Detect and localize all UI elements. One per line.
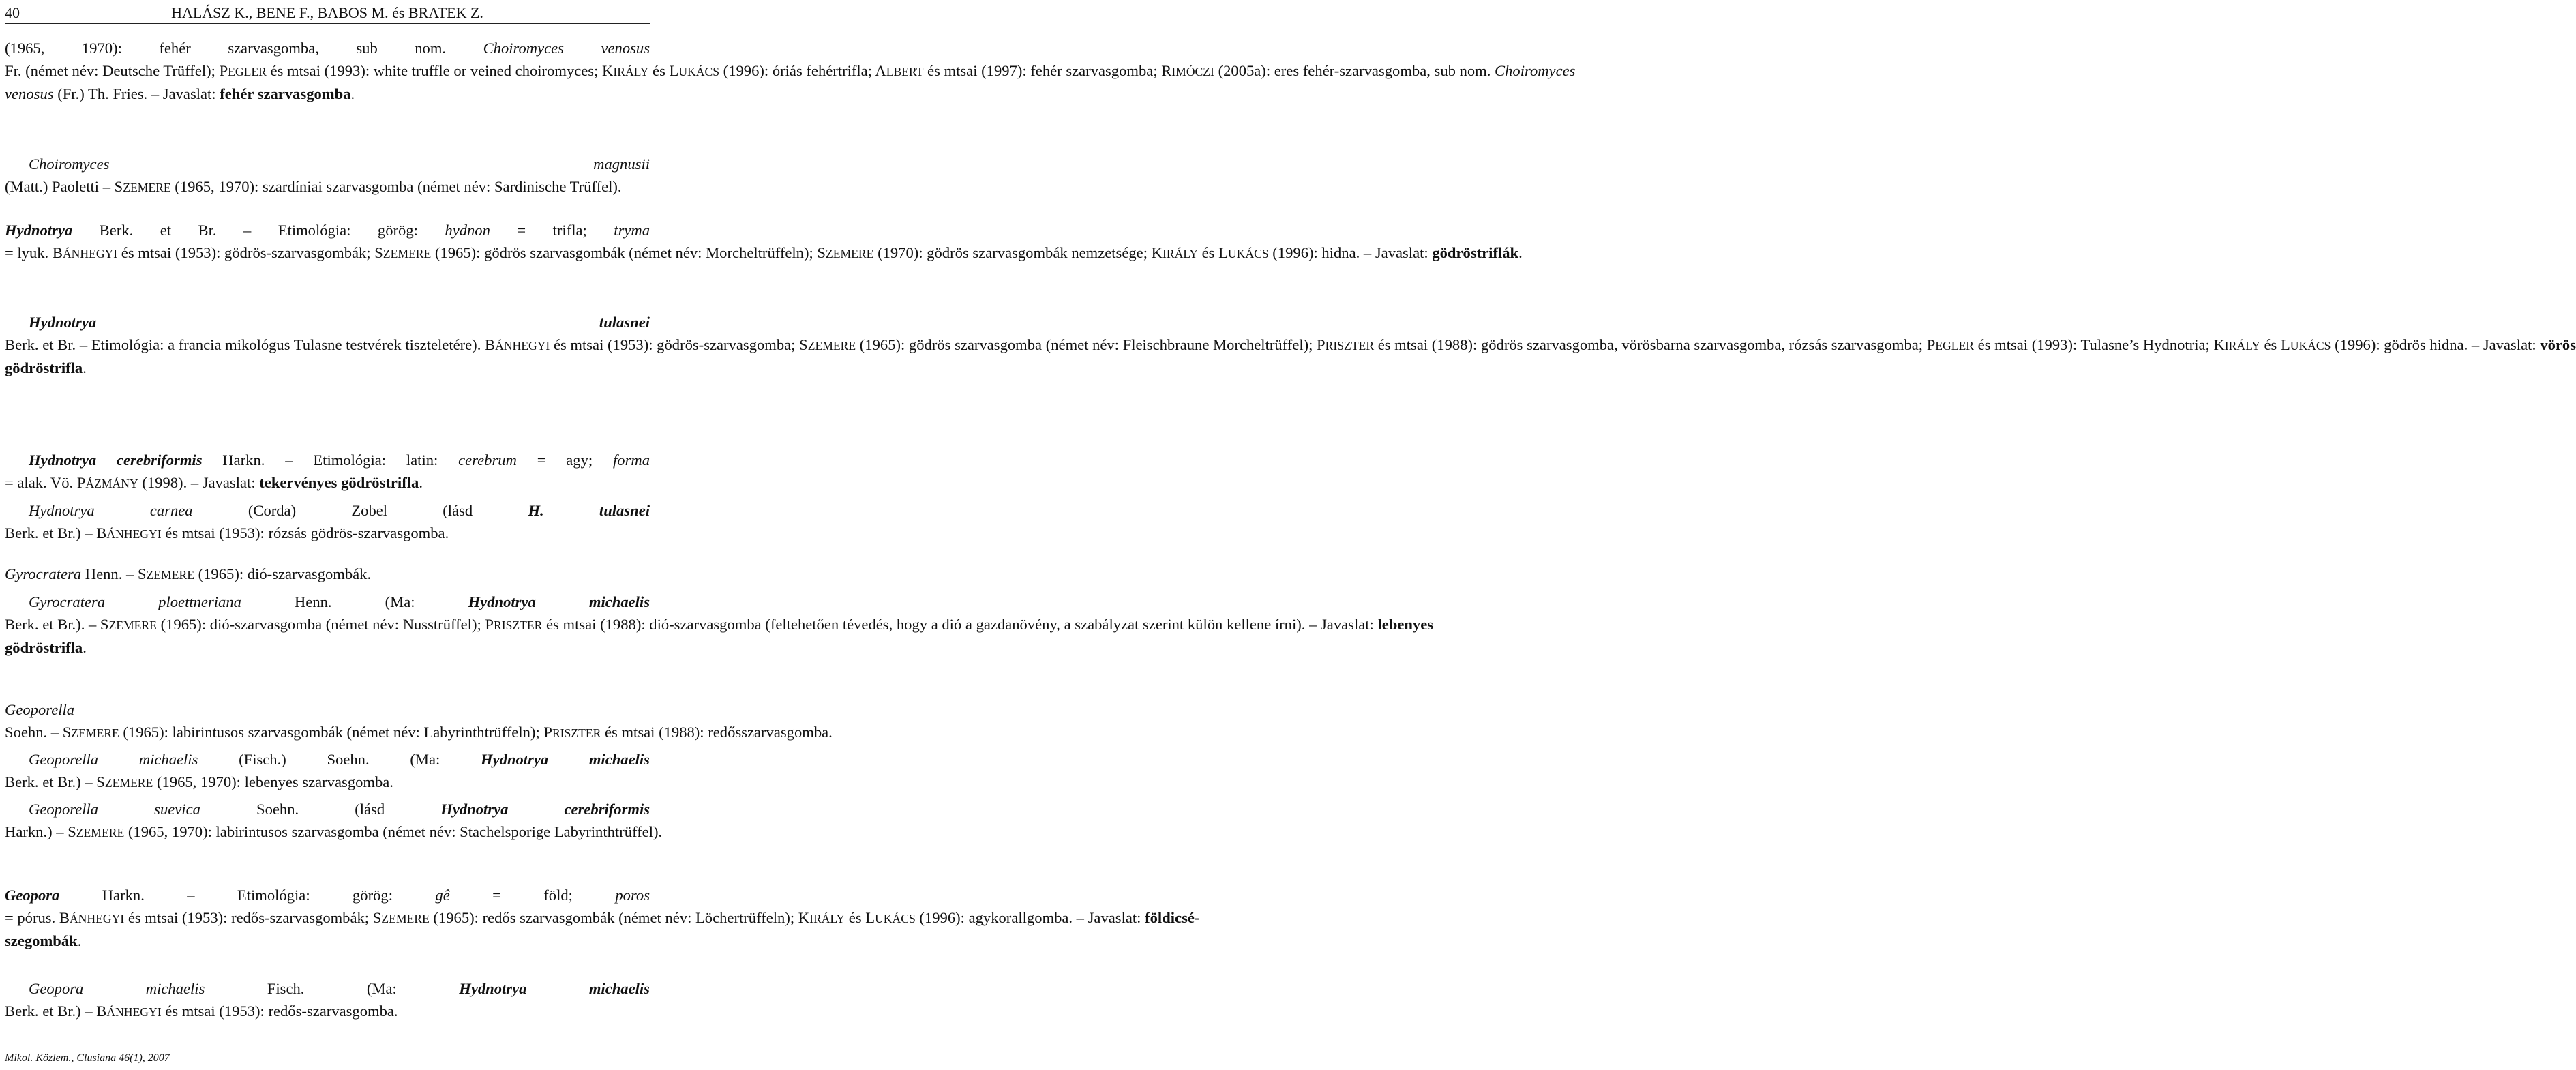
entry-hydnotrya-tulasnei: Hydnotrya tulasnei Berk. et Br. – Etimológia: a francia mikológus Tulasne testvérek tiszteletére). BÁNHEGYI és mtsai (1953): gödrös-szarvasgomba; SZEMERE (1965): gödrös szarvasgomba (német név: Fleischbraune Morcheltrüffel); PRISZTER és mtsai (1988): gödrös szarvasgomba, vörösbarna szarvasgomba, rózsás szarvasgomba; PEGLER és mtsai (1993): Tulasne’s Hydnotria; KIRÁLY és LUKÁCS (1996): gödrös hidna. – Javaslat: vörös gödröstrifla.	[5, 314, 2576, 376]
page-footer: Mikol. Közlem., Clusiana 46(1), 2007	[5, 1052, 170, 1064]
running-title: HALÁSZ K., BENE F., BABOS M. és BRATEK Z.	[171, 4, 483, 21]
entry-choiromyces-venosus: (1965, 1970): fehér szarvasgomba, sub nom. Choiromyces venosus Fr. (német név: Deutsche Trüffel); PEGLER és mtsai (1993): white truffle or veined choiromyces; KIRÁLY és LUKÁCS (1996): óriás fehértrifla; ALBERT és mtsai (1997): fehér szarvasgomba; RIMÓCZI (2005a): eres fehér-szarvasgomba, sub nom. Choiromyces venosus (Fr.) Th. Fries. – Javaslat: fehér szarvasgomba.	[5, 40, 1576, 102]
entry-geoporella-michaelis: Geoporella michaelis (Fisch.) Soehn. (Ma: Hydnotrya michaelis Berk. et Br.) – SZEMERE (1965, 1970): lebenyes szarvasgomba.	[5, 751, 650, 790]
entry-hydnotrya-carnea: Hydnotrya carnea (Corda) Zobel (lásd H. tulasnei Berk. et Br.) – BÁNHEGYI és mtsai (1953): rózsás gödrös-szarvasgomba.	[5, 502, 650, 541]
entry-geopora-genus: Geopora Harkn. – Etimológia: görög: gê = föld; poros = pórus. BÁNHEGYI és mtsai (1953): redős-szarvasgombák; SZEMERE (1965): redős szarvasgombák (német név: Löchertrüffeln); KIRÁLY és LUKÁCS (1996): agykorallgomba. – Javaslat: földicsészegombák.	[5, 887, 1200, 949]
entry-choiromyces-magnusii: Choiromyces magnusii (Matt.) Paoletti – SZEMERE (1965, 1970): szardíniai szarvasgomba (német név: Sardinische Trüffel).	[5, 155, 650, 195]
entry-geopora-michaelis: Geopora michaelis Fisch. (Ma: Hydnotrya michaelis Berk. et Br.) – BÁNHEGYI és mtsai (1953): redős-szarvasgomba.	[5, 980, 650, 1020]
entry-geoporella-suevica: Geoporella suevica Soehn. (lásd Hydnotrya cerebriformis Harkn.) – SZEMERE (1965, 1970): labirintusos szarvasgomba (német név: Stachelsporige Labyrinthtrüffel).	[5, 801, 663, 840]
entry-geoporella-genus: Geoporella Soehn. – SZEMERE (1965): labirintusos szarvasgombák (német név: Labyrinthtrüffeln); PRISZTER és mtsai (1988): redősszarvasgomba.	[5, 701, 833, 741]
entry-hydnotrya-genus: Hydnotrya Berk. et Br. – Etimológia: görög: hydnon = trifla; tryma = lyuk. BÁNHEGYI és mtsai (1953): gödrös-szarvasgombák; SZEMERE (1965): gödrös szarvasgombák (német név: Morcheltrüffeln); SZEMERE (1970): gödrös szarvasgombák nemzetsége; KIRÁLY és LUKÁCS (1996): hidna. – Javaslat: gödröstriflák.	[5, 222, 1523, 261]
entry-gyrocratera-ploettneriana: Gyrocratera ploettneriana Henn. (Ma: Hydnotrya michaelis Berk. et Br.). – SZEMERE (1965): dió-szarvasgomba (német név: Nusstrüffel); PRISZTER és mtsai (1988): dió-szarvasgomba (feltehetően tévedés, hogy a dió a gazdanövény, a szabályzat szerint külön kellene írni). – Javaslat: lebenyes gödröstrifla.	[5, 593, 1434, 656]
page-number: 40	[5, 4, 20, 21]
entry-gyrocratera-genus: Gyrocratera Henn. – SZEMERE (1965): dió-szarvasgombák.	[5, 565, 372, 582]
entry-hydnotrya-cerebriformis: Hydnotrya cerebriformis Harkn. – Etimológia: latin: cerebrum = agy; forma = alak. Vö. PÁZMÁNY (1998). – Javaslat: tekervényes gödröstrifla.	[5, 451, 650, 491]
page-header	[5, 3, 650, 24]
